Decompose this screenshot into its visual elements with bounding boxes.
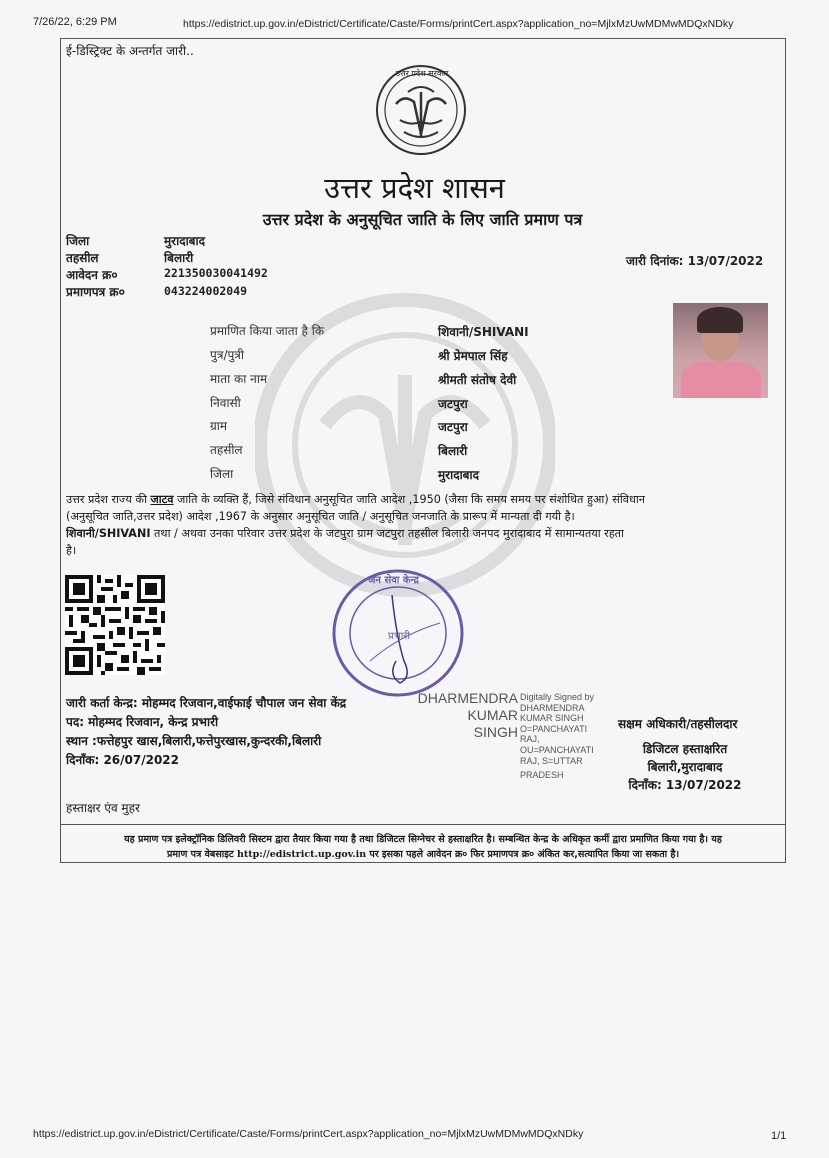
signer-name-line: SINGH bbox=[473, 724, 518, 740]
detail-label-district: जिला bbox=[210, 467, 234, 481]
certificate-no-value: 043224002049 bbox=[164, 284, 248, 298]
authority-digital: डिजिटल हस्ताक्षरित bbox=[642, 742, 728, 756]
footer-line-1: यह प्रमाण पत्र इलेक्ट्रॉनिक डिलिवरी सिस्टम द्वारा तैयार किया गया है तथा डिजिटल सिग्नेचर से हस्ताक्षरित है। सम्बन्धित केन्द्र के अधिकृत कर्मी द्वारा प्रमाणित किया गया है। यह bbox=[124, 834, 722, 845]
digital-signer-name bbox=[410, 690, 518, 741]
detail-label-village: ग्राम bbox=[210, 419, 228, 433]
sign-detail-line: KUMAR SINGH bbox=[520, 713, 584, 724]
detail-label-tehsil: तहसील bbox=[210, 443, 243, 457]
district-value: मुरादाबाद bbox=[164, 234, 206, 248]
detail-label-certified: प्रमाणित किया जाता है कि bbox=[210, 324, 325, 338]
page-count: 1/1 bbox=[771, 1130, 787, 1142]
digital-sign-details bbox=[520, 692, 594, 781]
applicant-name: शिवानी/SHIVANI bbox=[66, 527, 151, 540]
photo-shirt bbox=[681, 361, 761, 398]
footer-url: http://edistrict.up.gov.in bbox=[236, 849, 367, 860]
detail-label-mother: माता का नाम bbox=[210, 372, 268, 386]
authority-title: सक्षम अधिकारी/तहसीलदार bbox=[618, 717, 738, 731]
photo-hair bbox=[697, 307, 743, 333]
print-url-top: https://edistrict.up.gov.in/eDistrict/Certificate/Caste/Forms/printCert.aspx?application_no=MjlxMzUwMDMwMDQxNDky bbox=[183, 18, 734, 30]
sign-detail-line: RAJ, bbox=[520, 734, 540, 745]
certificate-title: उत्तर प्रदेश के अनुसूचित जाति के लिए जाति प्रमाण पत्र bbox=[262, 210, 583, 229]
footer-divider bbox=[60, 824, 786, 825]
sign-detail-line: OU=PANCHAYATI bbox=[520, 744, 594, 755]
body-text: उत्तर प्रदेश राज्य की bbox=[66, 493, 151, 506]
stamp-text-top: जन सेवा केन्द्र bbox=[368, 575, 419, 586]
detail-value-district: मुरादाबाद bbox=[438, 468, 480, 482]
qr-code bbox=[65, 575, 165, 675]
footer-text: प्रमाण पत्र वेबसाइट bbox=[166, 849, 237, 860]
sign-detail-line: PRADESH bbox=[520, 770, 564, 781]
body-paragraph bbox=[66, 491, 776, 559]
authority-block bbox=[610, 740, 760, 794]
footer-text: पर इसका पहले आवेदन क्र० फिर प्रमाणपत्र क्र० अंकित कर,सत्यापित किया जा सकता है। bbox=[366, 849, 680, 860]
body-text: जाति के व्यक्ति हैं, जिसे संविधान अनुसूचित जाति आदेश ,1950 (जैसा कि समय समय पर संशोधित हुआ) संविधान bbox=[173, 493, 645, 506]
issuer-post: पद: मोहम्मद रिजवान, केन्द्र प्रभारी bbox=[66, 715, 219, 729]
detail-value-father: श्री प्रेमपाल सिंह bbox=[438, 349, 508, 363]
print-url-bottom: https://edistrict.up.gov.in/eDistrict/Certificate/Caste/Forms/printCert.aspx?application_no=MjlxMzUwMDMwMDQxNDky bbox=[33, 1128, 584, 1140]
authority-date: दिनाँक: 13/07/2022 bbox=[628, 778, 742, 792]
certificate-no-label: प्रमाणपत्र क्र० bbox=[66, 285, 125, 299]
detail-value-tehsil: बिलारी bbox=[438, 444, 468, 458]
print-datetime: 7/26/22, 6:29 PM bbox=[33, 16, 117, 28]
issuer-place: स्थान :फत्तेहपुर खास,बिलारी,फत्तेपुरखास,कुन्दरकी,बिलारी bbox=[66, 734, 322, 748]
sign-detail-line: O=PANCHAYATI bbox=[520, 723, 588, 734]
stamp-text-mid: प्रभारी bbox=[388, 631, 410, 642]
authority-place: बिलारी,मुरादाबाद bbox=[647, 760, 723, 774]
govt-title: उत्तर प्रदेश शासन bbox=[324, 171, 505, 205]
detail-value-resident: जटपुरा bbox=[438, 397, 468, 411]
application-label: आवेदन क्र० bbox=[66, 268, 118, 282]
caste-name: जाटव bbox=[150, 493, 174, 506]
issue-date-label: जारी दिनांक: bbox=[626, 254, 684, 268]
body-text: तथा / अथवा उनका परिवार उत्तर प्रदेश के जटपुरा ग्राम जटपुरा तहसील बिलारी जनपद मुरादाबाद में सामान्यतया रहता bbox=[150, 527, 624, 540]
body-line-2: (अनुसूचित जाति,उत्तर प्रदेश) आदेश ,1967 के अनुसार अनुसूचित जाति / अनुसूचित जनजाति के प्रारूप में मान्यता दी गयी है। bbox=[66, 510, 575, 523]
sign-detail-line: DHARMENDRA bbox=[520, 702, 585, 713]
sign-detail-line: Digitally Signed by bbox=[520, 692, 595, 702]
issuer-block bbox=[66, 694, 346, 770]
footer-note bbox=[60, 832, 786, 862]
footer-line-2 bbox=[60, 847, 786, 862]
body-line-4: है। bbox=[66, 544, 77, 557]
detail-value-village: जटपुरा bbox=[438, 420, 468, 434]
application-value: 221350030041492 bbox=[164, 266, 268, 280]
issued-under-text: ई-डिस्ट्रिक्ट के अन्तर्गत जारी.. bbox=[66, 44, 194, 58]
sign-detail-line: RAJ, S=UTTAR bbox=[520, 755, 583, 766]
detail-value-mother: श्रीमती संतोष देवी bbox=[438, 373, 517, 387]
signer-name-line: DHARMENDRA bbox=[417, 690, 518, 706]
body-line-1 bbox=[66, 491, 776, 508]
body-line-3 bbox=[66, 525, 776, 542]
issue-date bbox=[626, 252, 763, 269]
emblem-text: उत्तर प्रदेश सरकार bbox=[395, 69, 449, 78]
sign-seal-label: हस्ताक्षर एंव मुहर bbox=[66, 801, 140, 815]
issuer-date: दिनाँक: 26/07/2022 bbox=[66, 753, 180, 767]
tehsil-label: तहसील bbox=[66, 251, 99, 265]
detail-label-parent: पुत्र/पुत्री bbox=[210, 348, 245, 362]
district-label: जिला bbox=[66, 234, 90, 248]
applicant-photo bbox=[673, 303, 768, 398]
signer-name-line: KUMAR bbox=[467, 707, 518, 723]
tehsil-value: बिलारी bbox=[164, 251, 194, 265]
issuer-center: जारी कर्ता केन्द्र: मोहम्मद रिजवान,वाईफाई चौपाल जन सेवा केंद्र bbox=[66, 696, 347, 710]
issue-date-value: 13/07/2022 bbox=[687, 254, 764, 268]
detail-label-resident: निवासी bbox=[210, 396, 241, 410]
detail-value-name: शिवानी/SHIVANI bbox=[438, 325, 529, 339]
